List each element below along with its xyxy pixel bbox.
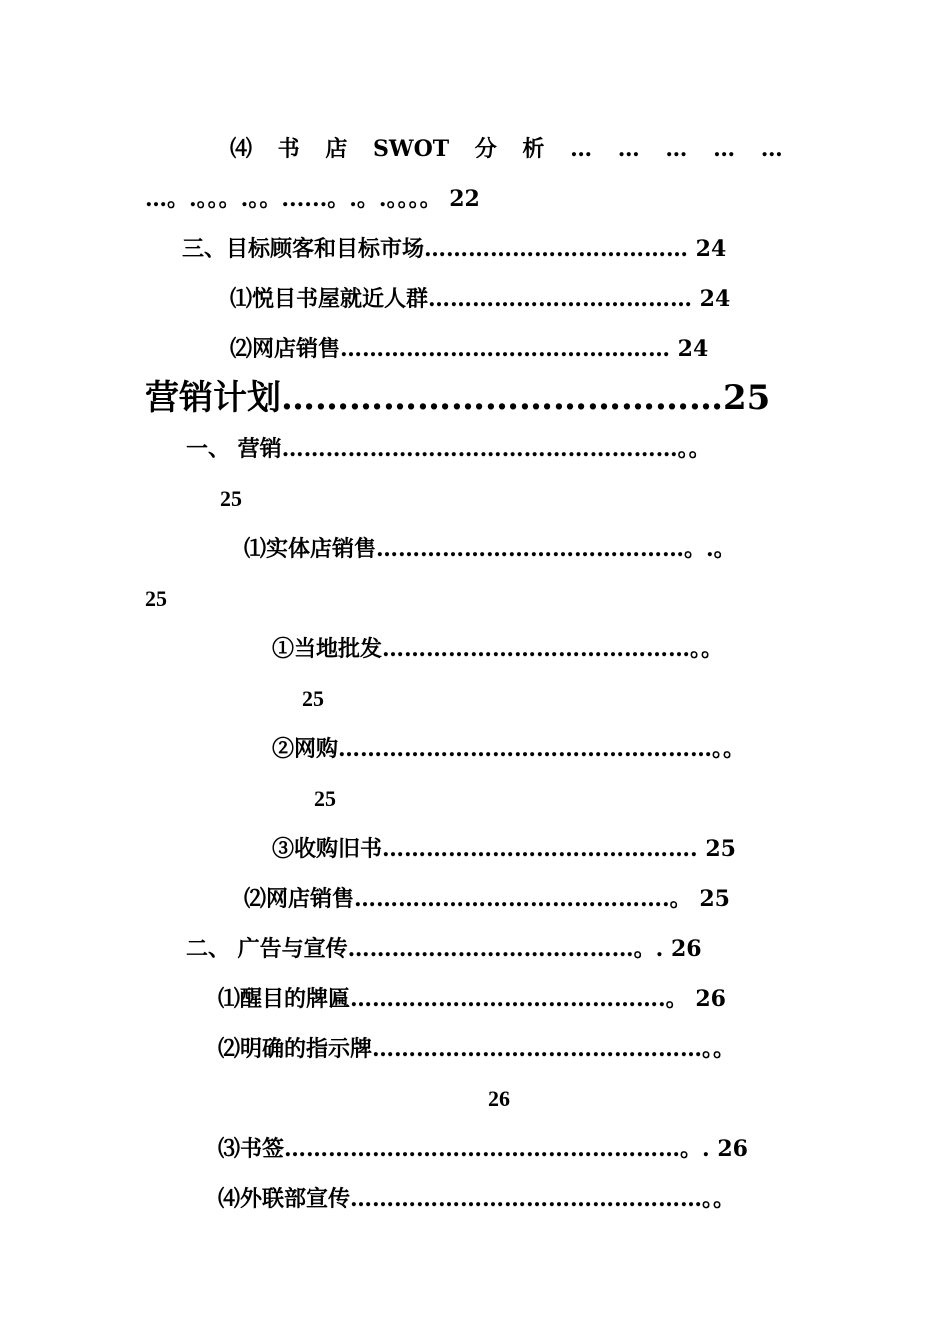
toc-entry-target-market: 三、目标顾客和目标市场……………………………… 24 (182, 236, 727, 262)
toc-entry-advertising: 二、 广告与宣传…………………………………。. 26 (186, 936, 702, 962)
toc-entry-online-store-sales: ⑵网店销售…………………………………….。 25 (244, 886, 730, 912)
toc-entry-swot: ⑷ 书 店 SWOT 分 析 … … … … … (230, 136, 783, 162)
toc-entry-bookmark: ⑶书签………………………………………………。. 26 (218, 1136, 748, 1162)
toc-entry-physical-store: ⑴实体店销售……………………………………。.。 (244, 536, 736, 562)
toc-entry-nearby-crowd: ⑴悦目书屋就近人群……………………………… 24 (230, 286, 731, 312)
toc-entry-external-promotion: ⑷外联部宣传…………………………………………。。 (218, 1186, 736, 1212)
toc-entry-local-wholesale: ①当地批发……………………………………。。 (272, 636, 724, 662)
toc-heading-marketing-plan: 营销计划…………………………………25 (145, 378, 771, 418)
toc-page-number: 26 (488, 1086, 510, 1111)
toc-entry-marketing: 一、 营销………………………………………………。。 (186, 436, 711, 462)
toc-page-number: 25 (145, 586, 167, 611)
toc-entry-online-shopping: ②网购……………………………………………。。 (272, 736, 746, 762)
toc-entry-swot-cont: …。.。。。.。。......。.。.。。。。 22 (145, 186, 480, 212)
toc-page-number: 25 (302, 686, 324, 711)
toc-entry-used-books: ③收购旧书……………………………………. 25 (272, 836, 736, 862)
toc-entry-direction-sign: ⑵明确的指示牌………………………………………。。 (218, 1036, 736, 1062)
toc-page-number: 25 (220, 486, 242, 511)
toc-entry-signboard: ⑴醒目的牌匾…………………………………….。 26 (218, 986, 726, 1012)
toc-page-number: 25 (314, 786, 336, 811)
toc-entry-online-store: ⑵网店销售……………………………………… 24 (230, 336, 709, 362)
